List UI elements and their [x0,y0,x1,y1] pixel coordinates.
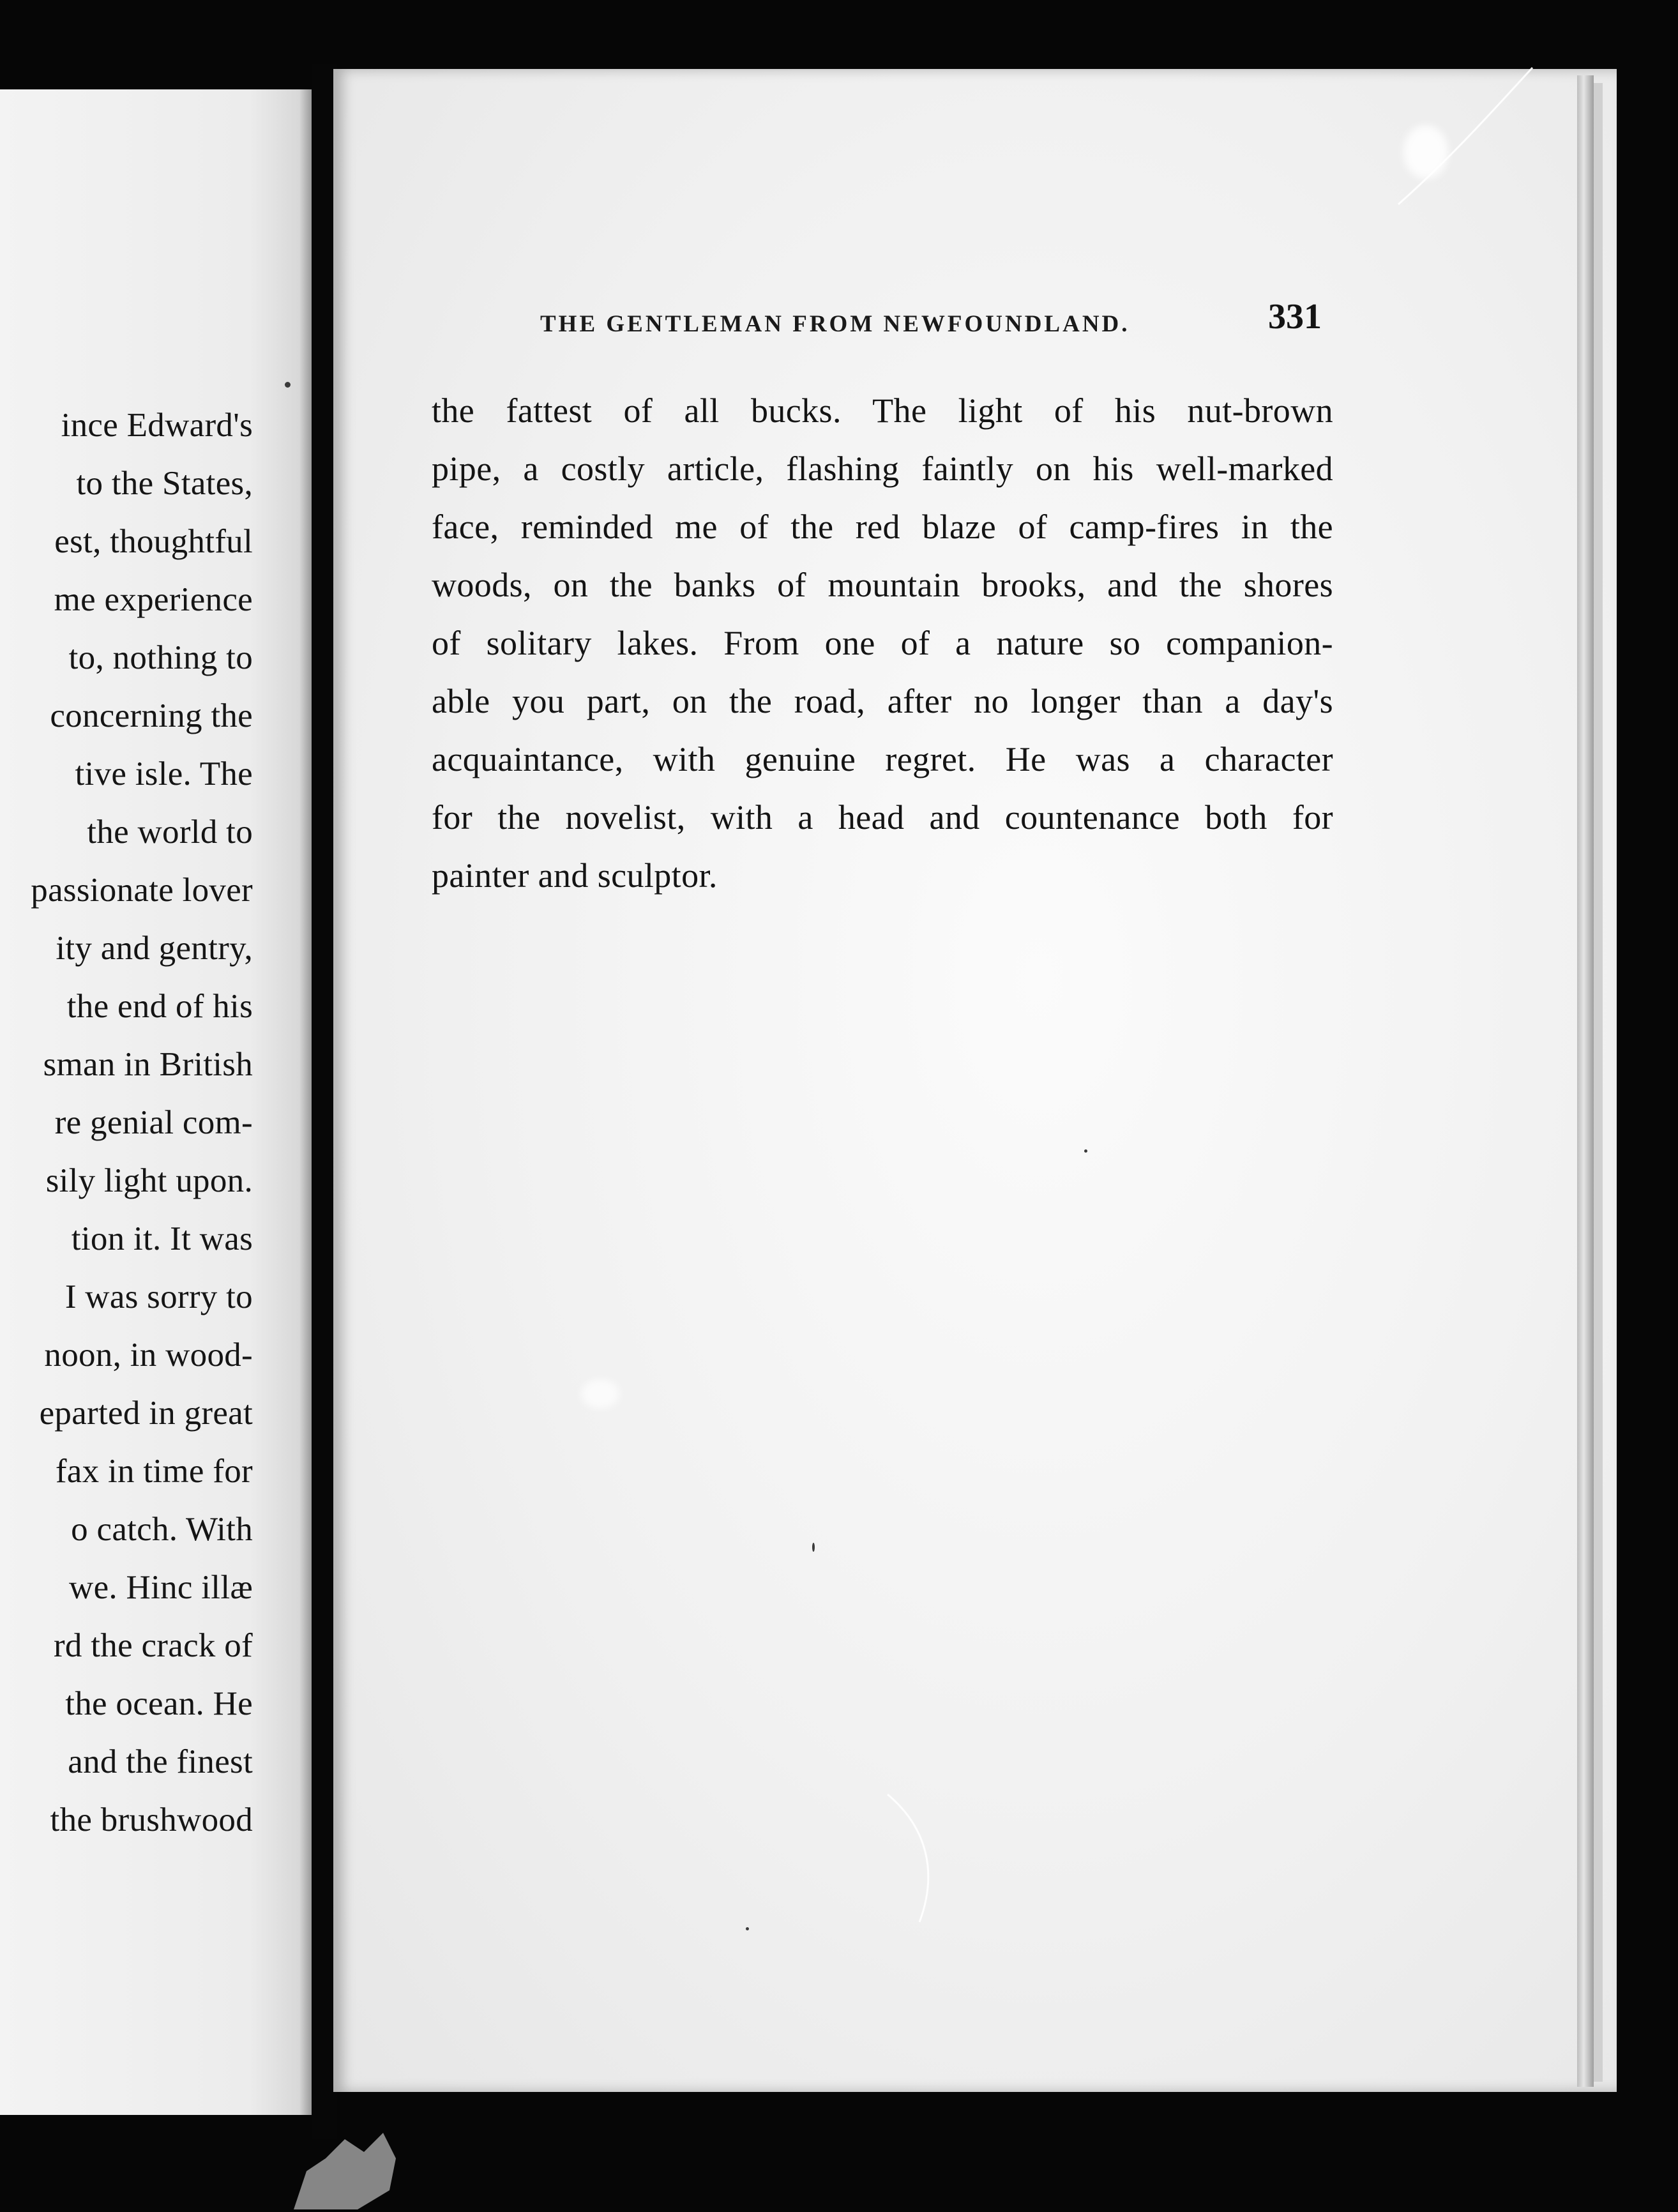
scan-scratch [1373,64,1539,230]
page-edge-shadow [1594,83,1603,2082]
body-line: able you part, on the road, after no longer than a day's [432,682,1333,720]
left-page-line: rd the crack of [53,1627,253,1664]
left-page-line: me experience [54,581,253,618]
scan-smudge [581,1379,619,1409]
left-page-line: fax in time for [55,1453,253,1490]
page-number: 331 [1268,297,1322,337]
body-line: face, reminded me of the red blaze of camp-fires in the [432,508,1333,546]
right-page [333,69,1617,2092]
left-page-line: the ocean. He [65,1685,253,1722]
left-page-line: the end of his [66,988,253,1025]
running-head: THE GENTLEMAN FROM NEWFOUNDLAND. [540,311,1130,337]
scan-speck [746,1927,749,1930]
body-line: of solitary lakes. From one of a nature so companion- [432,624,1333,662]
left-page-line: and the finest [68,1743,253,1780]
left-page-line: passionate lover [31,872,253,909]
body-line: painter and sculptor. [432,856,718,895]
left-page-line: re genial com- [54,1104,253,1141]
body-line: for the novelist, with a head and countenance both for [432,798,1333,837]
left-page-line: noon, in wood- [44,1337,253,1374]
left-page-line: ity and gentry, [56,930,253,967]
left-page-line: concerning the [50,697,253,734]
body-line: the fattest of all bucks. The light of his nut-brown [432,391,1333,430]
scan-scratch [881,1788,958,1928]
scan-debris [281,2101,409,2212]
left-page-line: tion it. It was [71,1220,253,1257]
body-line: woods, on the banks of mountain brooks, and the shores [432,566,1333,604]
left-page-line: the world to [87,814,253,851]
left-page-line: tive isle. The [75,755,253,792]
body-line: acquaintance, with genuine regret. He was a character [432,740,1333,778]
scan-speck [285,382,291,388]
body-line: pipe, a costly article, flashing faintly on his well-marked [432,450,1333,488]
scan-speck [812,1543,815,1552]
left-page-line: ince Edward's [61,407,253,444]
left-page-line: est, thoughtful [54,523,253,560]
left-page-line: to the States, [76,465,253,502]
left-page-line: to, nothing to [68,639,253,676]
left-page-line: eparted in great [39,1395,253,1432]
left-page [0,89,312,2115]
left-page-line: sily light upon. [45,1162,253,1199]
page-edge [1577,75,1594,2087]
left-page-line: the brushwood [50,1801,253,1838]
scan-speck [1084,1149,1087,1153]
left-page-line: sman in British [43,1046,253,1083]
left-page-line: we. Hinc illæ [69,1569,253,1606]
left-page-line: o catch. With [71,1511,253,1548]
left-page-line: I was sorry to [64,1278,253,1315]
